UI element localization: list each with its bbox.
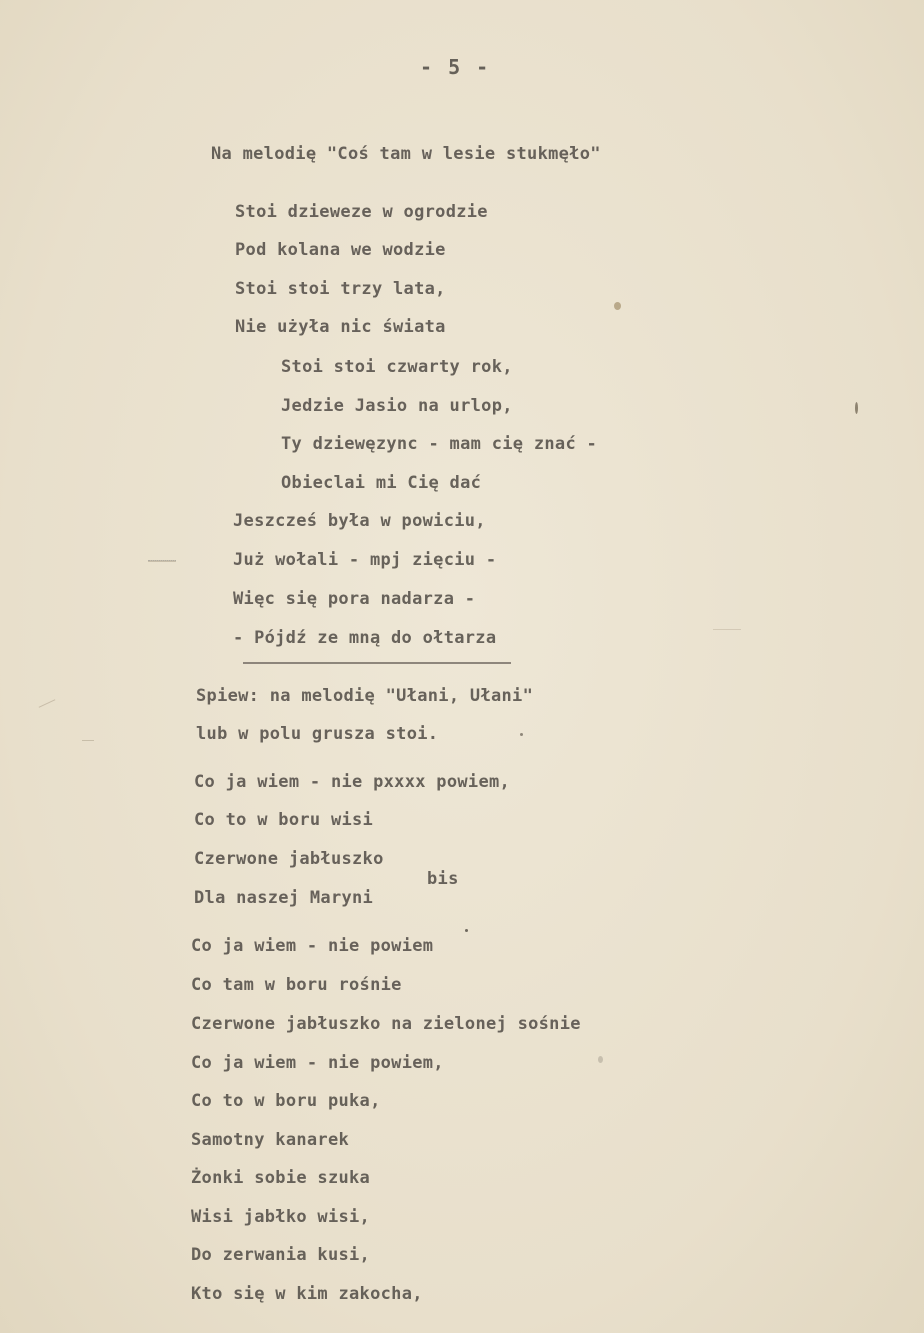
- paper-scratch: [39, 699, 56, 708]
- verse-line: Stoi dzieweze w ogrodzie: [235, 202, 488, 222]
- paper-scratch: [82, 740, 94, 741]
- verse-line: - Pójdź ze mną do ołtarza: [233, 628, 497, 648]
- section1-heading: Na melodię "Coś tam w lesie stukmęło": [211, 144, 601, 164]
- song-line: Co to w boru wisi: [194, 810, 374, 830]
- verse-line: Więc się pora nadarza -: [233, 589, 476, 609]
- paper-speck: [465, 929, 468, 932]
- song-line: Co tam w boru rośnie: [191, 975, 402, 995]
- song-line: Samotny kanarek: [191, 1130, 350, 1150]
- verse-line: Jedzie Jasio na urlop,: [281, 396, 513, 416]
- song-line: Czerwone jabłuszko na zielonej sośnie: [191, 1014, 581, 1034]
- verse-line: Pod kolana we wodzie: [235, 240, 446, 260]
- paper-speck: [614, 302, 621, 310]
- divider-rule: [243, 662, 511, 664]
- song-line: Co ja wiem - nie pxxxx powiem,: [194, 772, 511, 792]
- song-line: Dla naszej Maryni: [194, 888, 374, 908]
- paper-scratch: [713, 629, 741, 630]
- song-line: Co ja wiem - nie powiem: [191, 936, 434, 956]
- bis-marker: bis: [427, 869, 459, 889]
- song-line: Co ja wiem - nie powiem,: [191, 1053, 444, 1073]
- verse-line: Stoi stoi trzy lata,: [235, 279, 446, 299]
- page-number: - 5 -: [420, 55, 491, 79]
- paper-speck: [520, 733, 523, 736]
- verse-line: Obieclai mi Cię dać: [281, 473, 482, 493]
- section2-heading: Spiew: na melodię "Ułani, Ułani": [196, 686, 534, 706]
- verse-line: Jeszcześ była w powiciu,: [233, 511, 486, 531]
- song-line: Co to w boru puka,: [191, 1091, 381, 1111]
- verse-line: Nie użyła nic świata: [235, 317, 446, 337]
- section2-subheading: lub w polu grusza stoi.: [196, 724, 439, 744]
- song-line: Czerwone jabłuszko: [194, 849, 384, 869]
- paper-speck: [855, 402, 858, 414]
- song-line: Żonki sobie szuka: [191, 1168, 371, 1188]
- verse-line: Już wołali - mpj zięciu -: [233, 550, 497, 570]
- paper-scratch: [148, 560, 176, 562]
- paper-speck: [598, 1056, 603, 1063]
- song-line: Do zerwania kusi,: [191, 1245, 371, 1265]
- song-line: Wisi jabłko wisi,: [191, 1207, 371, 1227]
- song-line: Kto się w kim zakocha,: [191, 1284, 423, 1304]
- verse-line: Ty dziewęzync - mam cię znać -: [281, 434, 598, 454]
- verse-line: Stoi stoi czwarty rok,: [281, 357, 513, 377]
